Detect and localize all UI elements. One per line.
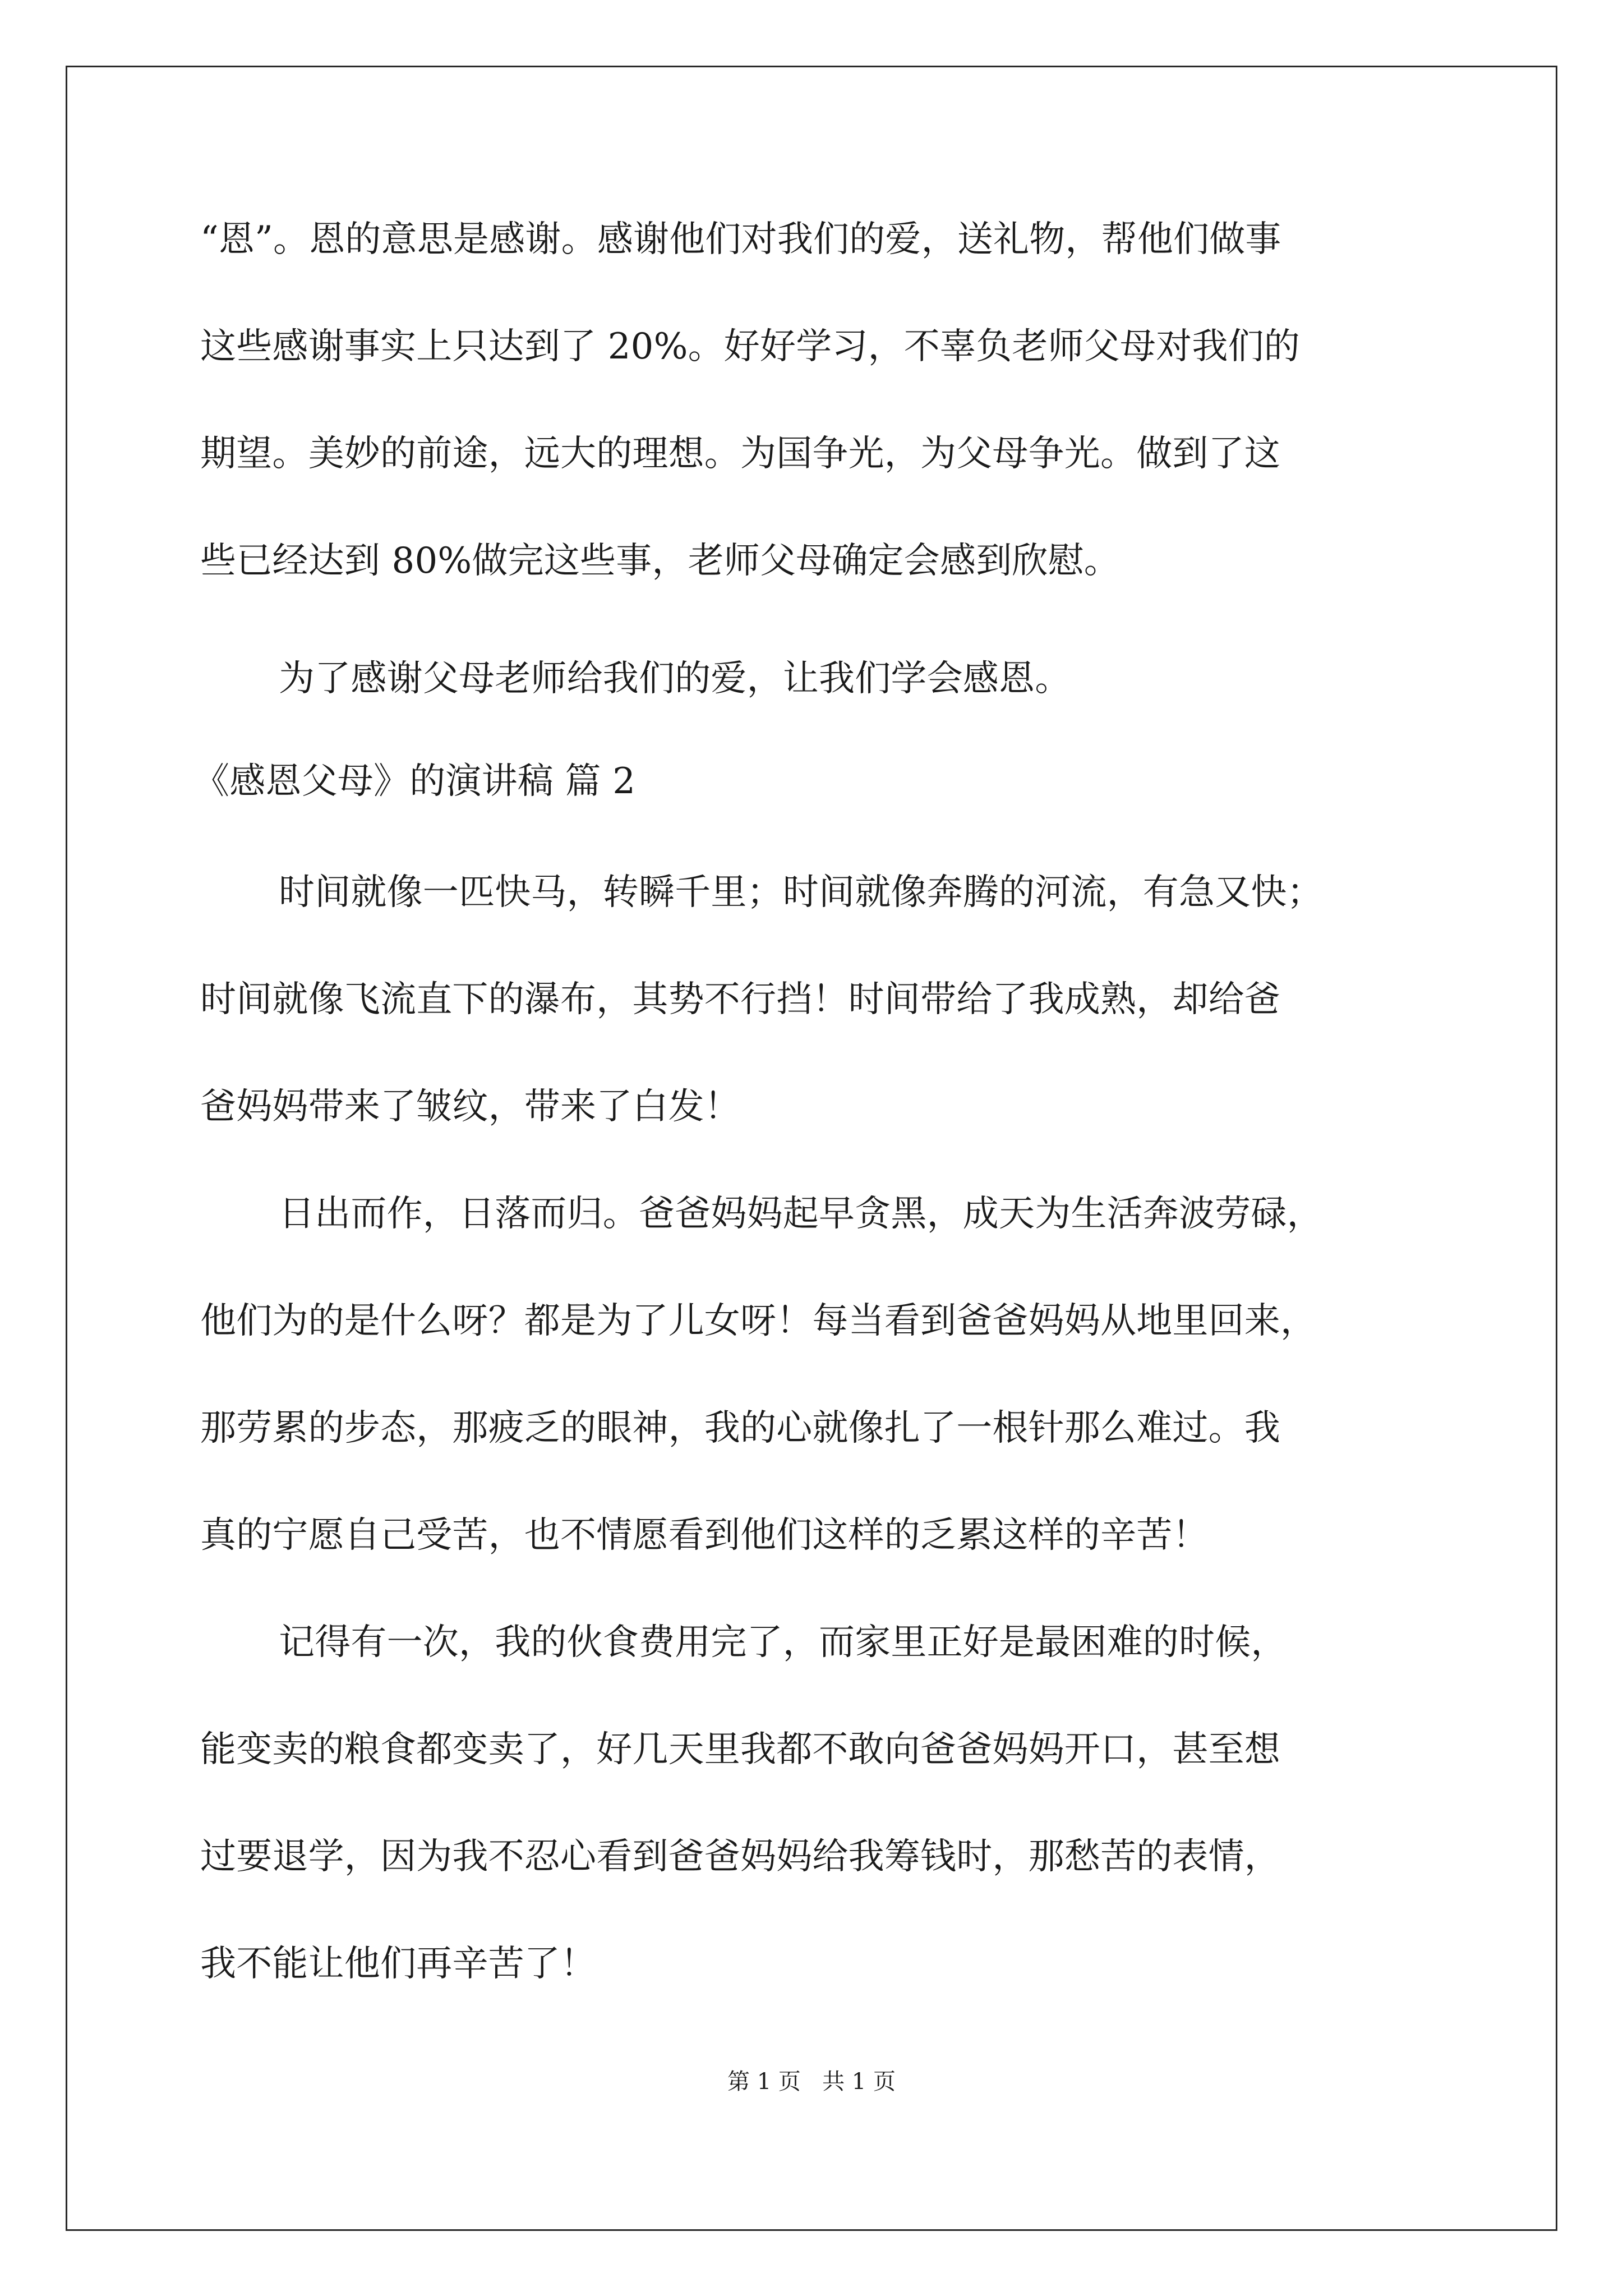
text-line-10: 日出而作，日落而归。爸爸妈妈起早贪黑，成天为生活奔波劳碌， <box>279 1193 1323 1235</box>
text-line-17: 我不能让他们再辛苦了！ <box>200 1943 597 1985</box>
text-line-8: 时间就像飞流直下的瀑布，其势不行挡！时间带给了我成熟，却给爸 <box>200 979 1280 1020</box>
text-line-4: 些已经达到 80%做完这些事，老师父母确定会感到欣慰。 <box>200 540 1120 582</box>
text-line-5: 为了感谢父母老师给我们的爱，让我们学会感恩。 <box>279 658 1071 700</box>
page-border <box>66 66 1557 2231</box>
text-line-15: 能变卖的粮食都变卖了，好几天里我都不敢向爸爸妈妈开口，甚至想 <box>200 1729 1280 1770</box>
section-heading: 《感恩父母》的演讲稿 篇 2 <box>193 761 636 802</box>
text-line-2: 这些感谢事实上只达到了 20%。好好学习，不辜负老师父母对我们的 <box>200 326 1300 367</box>
text-line-11: 他们为的是什么呀？都是为了儿女呀！每当看到爸爸妈妈从地里回来， <box>200 1300 1317 1342</box>
text-line-7: 时间就像一匹快马，转瞬千里；时间就像奔腾的河流，有急又快； <box>279 872 1323 913</box>
text-line-13: 真的宁愿自己受苦，也不情愿看到他们这样的乏累这样的辛苦！ <box>200 1515 1209 1556</box>
text-line-9: 爸妈妈带来了皱纹，带来了白发！ <box>200 1086 740 1128</box>
text-line-1: “恩”。恩的意思是感谢。感谢他们对我们的爱，送礼物，帮他们做事 <box>200 219 1281 260</box>
page-footer: 第 1 页 共 1 页 <box>727 2069 896 2095</box>
text-line-3: 期望。美妙的前途，远大的理想。为国争光，为父母争光。做到了这 <box>200 433 1280 475</box>
text-line-12: 那劳累的步态，那疲乏的眼神，我的心就像扎了一根针那么难过。我 <box>200 1407 1280 1449</box>
text-line-14: 记得有一次，我的伙食费用完了，而家里正好是最困难的时候， <box>279 1622 1287 1663</box>
text-line-16: 过要退学，因为我不忍心看到爸爸妈妈给我筹钱时，那愁苦的表情， <box>200 1836 1280 1878</box>
